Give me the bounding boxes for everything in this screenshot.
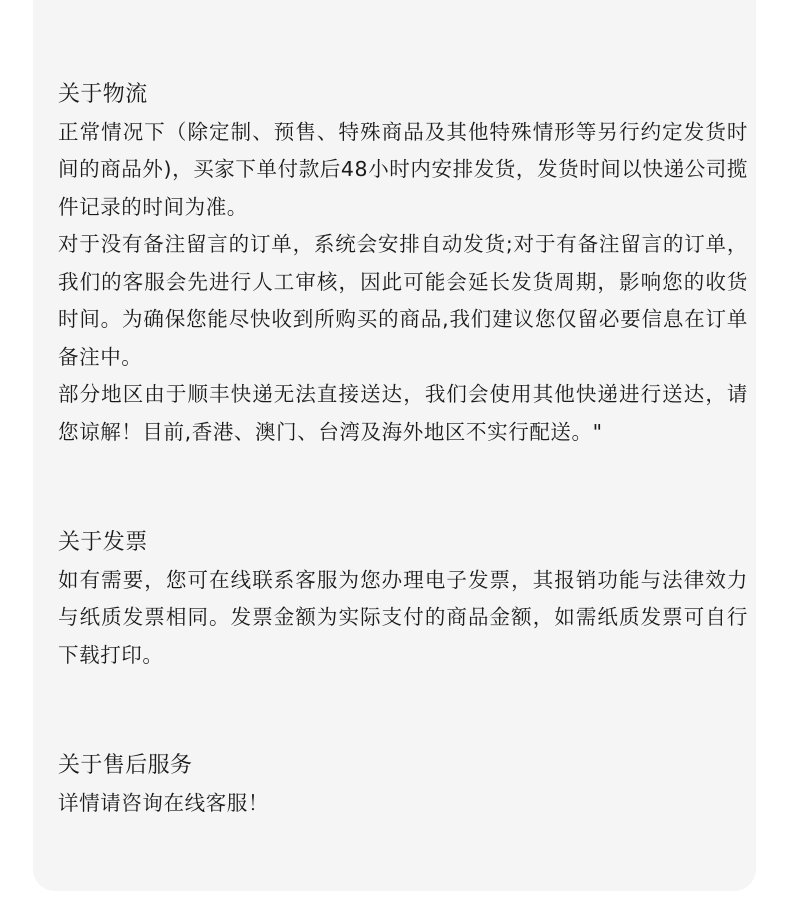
logistics-paragraph-order-notes: 对于没有备注留言的订单，系统会安排自动发货;对于有备注留言的订单，我们的客服会先进行人工审核，因此可能会延长发货周期，影响您的收货时间。为确保您能尽快收到所购买的商品,我们建议您仅留必要信息在订单备注中。 xyxy=(58,232,748,369)
logistics-paragraph-delivery-regions: 部分地区由于顺丰快递无法直接送达，我们会使用其他快递进行送达，请您谅解！目前,香港、澳门、台湾及海外地区不实行配送。" xyxy=(58,382,748,444)
after-sales-paragraph: 详情请咨询在线客服！ xyxy=(58,790,269,815)
logistics-section xyxy=(58,76,748,451)
section-title-logistics: 关于物流 xyxy=(58,82,148,107)
logistics-paragraph-shipping-time: 正常情况下（除定制、预售、特殊商品及其他特殊情形等另行约定发货时间的商品外)，买家下单付款后48小时内安排发货，发货时间以快递公司揽件记录的时间为准。 xyxy=(58,119,748,219)
section-title-invoice: 关于发票 xyxy=(58,530,148,555)
section-title-after-sales: 关于售后服务 xyxy=(58,753,193,778)
after-sales-section xyxy=(58,747,748,822)
invoice-paragraph: 如有需要，您可在线联系客服为您办理电子发票，其报销功能与法律效力与纸质发票相同。发票金额为实际支付的商品金额，如需纸质发票可自行下载打印。 xyxy=(58,567,748,667)
invoice-section xyxy=(58,524,748,674)
